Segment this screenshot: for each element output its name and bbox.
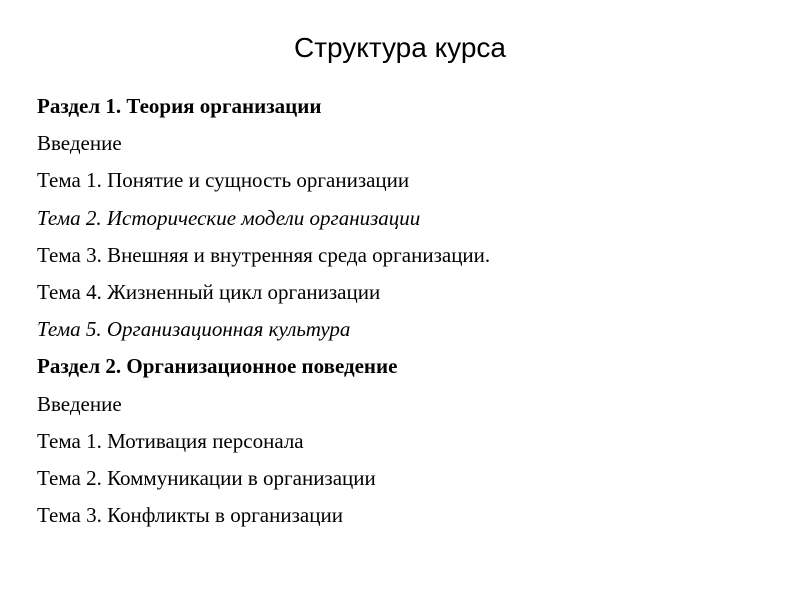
outline-item-topic-1-2: Тема 2. Исторические модели организации bbox=[37, 205, 421, 230]
outline-item-topic-1-5: Тема 5. Организационная культура bbox=[37, 317, 351, 342]
outline-item-topic-2-1: Тема 1. Мотивация персонала bbox=[37, 428, 304, 453]
outline-item-topic-2-3: Тема 3. Конфликты в организации bbox=[37, 503, 343, 528]
course-outline bbox=[37, 88, 490, 534]
section-heading-1: Раздел 1. Теория организации bbox=[37, 94, 322, 118]
outline-item-topic-1-3: Тема 3. Внешняя и внутренняя среда организации. bbox=[37, 242, 491, 267]
section-heading-2: Раздел 2. Организационное поведение bbox=[37, 354, 398, 379]
slide-title: Структура курса bbox=[293, 32, 506, 63]
outline-item-topic-1-1: Тема 1. Понятие и сущность организации bbox=[37, 168, 410, 193]
outline-item-intro-1: Введение bbox=[37, 131, 122, 156]
outline-item-topic-1-4: Тема 4. Жизненный цикл организации bbox=[37, 279, 381, 304]
outline-item-topic-2-2: Тема 2. Коммуникации в организации bbox=[37, 465, 376, 490]
outline-item-intro-2: Введение bbox=[37, 391, 122, 416]
